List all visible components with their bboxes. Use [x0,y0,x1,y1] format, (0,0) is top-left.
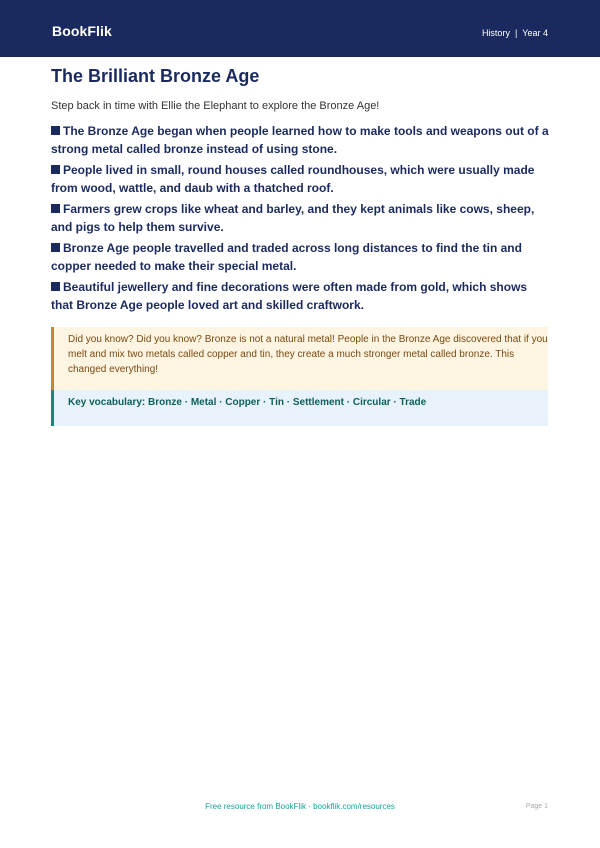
fact-item [51,162,551,197]
fact-item [51,240,551,275]
fact-text: The Bronze Age began when people learned how to make tools and weapons out of a strong metal called bronze instead of using stone. [51,124,549,156]
key-vocabulary-box: Key vocabulary: Bronze · Metal · Copper · Tin · Settlement · Circular · Trade [51,390,548,426]
square-bullet-icon [51,282,60,291]
square-bullet-icon [51,204,60,213]
did-you-know-callout: Did you know? Did you know? Bronze is not a natural metal! People in the Bronze Age discovered that if you melt and mix two metals called copper and tin, they create a much stronger metal called bronze. This changed everything! [51,327,548,395]
fact-text: Farmers grew crops like wheat and barley, and they kept animals like cows, sheep, and pigs to help them survive. [51,202,535,234]
page-number: Page 1 [525,803,548,810]
breadcrumb-separator: | [514,28,518,38]
breadcrumb-year[interactable]: Year 4 [522,28,548,38]
intro-text: Step back in time with Ellie the Elephant to explore the Bronze Age! [51,100,380,112]
facts-list [51,123,551,318]
breadcrumb-subject[interactable]: History [481,28,510,38]
fact-text: Beautiful jewellery and fine decorations were often made from gold, which shows that Bronze Age people loved art and skilled craftwork. [51,280,528,312]
page-title: The Brilliant Bronze Age [51,66,260,86]
fact-item [51,201,551,236]
breadcrumb [482,28,548,38]
brand-logo-text[interactable]: BookFlik [52,23,112,39]
footer-resource-link[interactable]: Free resource from BookFlik · bookflik.com/resources [205,802,395,811]
fact-item [51,279,551,314]
fact-text: People lived in small, round houses called roundhouses, which were usually made from wood, wattle, and daub with a thatched roof. [51,163,535,195]
square-bullet-icon [51,165,60,174]
square-bullet-icon [51,243,60,252]
fact-text: Bronze Age people travelled and traded across long distances to find the tin and copper needed to make their special metal. [51,241,522,273]
site-header [0,0,600,57]
square-bullet-icon [51,126,60,135]
fact-item [51,123,551,158]
